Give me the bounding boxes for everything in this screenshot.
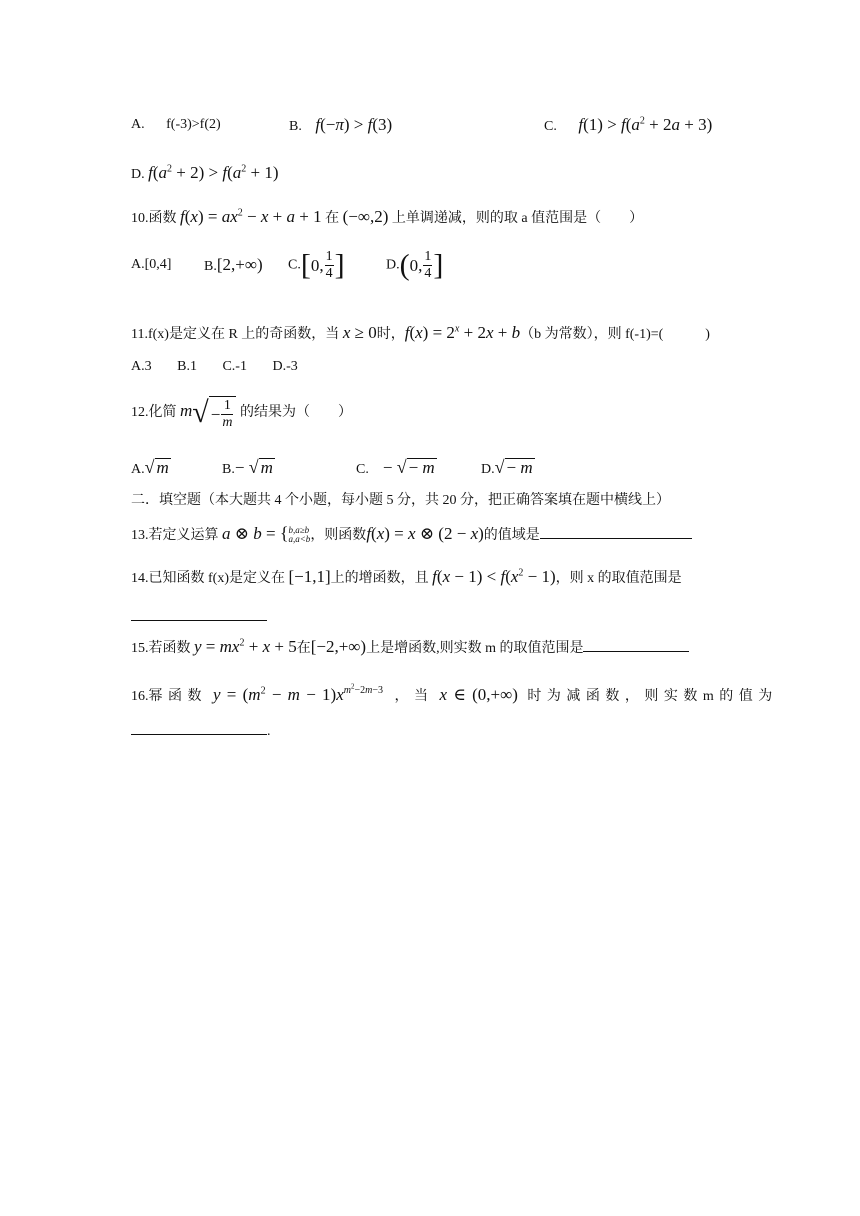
q13-suffix: 的值域是 [483, 528, 540, 543]
q12-option-c [356, 458, 437, 478]
question-14 [131, 568, 682, 586]
q13-prefix: 13.若定义运算 [131, 528, 219, 543]
q12-option-b-label: B. [222, 462, 235, 477]
q16-answer-line [131, 722, 271, 739]
q9-option-b-formula: f(−π) > f(3) [315, 115, 393, 134]
q16-condition: x ∈ (0,+∞) [439, 685, 518, 704]
q13-mid: ，则函数 [310, 528, 367, 543]
section-2-heading: 二．填空题（本大题共 4 个小题，每小题 5 分，共 20 分，把正确答案填在题中横线上） [131, 493, 670, 508]
q9-option-d [131, 164, 279, 182]
q10-suffix: 上单调递减，则的取 a 值范围是（ ） [391, 211, 644, 226]
q16-prefix: 16.幂 函 数 [131, 689, 202, 704]
q12-option-a-label: A. [131, 462, 145, 477]
q15-function-formula: $y = mx^2 + x + 5$ [194, 637, 297, 656]
q14-prefix: 14.已知函数 f(x)是定义在 [131, 571, 285, 586]
q12-option-a-formula: √ m [144, 457, 169, 477]
q9-option-c-formula: $f(1) > f(a^2 + 2a + 3)$ [578, 115, 713, 134]
q15-mid: 在 [296, 641, 311, 656]
q9-options-row [131, 118, 221, 132]
q16-end: . [267, 724, 271, 739]
q10-function-formula: $f(x) = ax^2 - x + a + 1$ [180, 207, 322, 226]
q9-option-c-label: C. [544, 119, 557, 134]
q13-answer-blank [540, 526, 692, 539]
q13-operation-formula: a ⊗ b = { b,a≥b a,a<b [222, 523, 311, 545]
q10-mid: 在 [325, 211, 340, 226]
question-12 [131, 396, 352, 430]
q10-option-d: D.(0, $\frac{1}{4}$ ] [386, 248, 444, 282]
q11-option-d: D.-3 [272, 359, 298, 374]
question-10 [131, 208, 643, 226]
q12-option-c-label: C. [356, 462, 369, 477]
q12-option-c-formula: − √ − m [382, 457, 435, 477]
q9-option-c [544, 116, 712, 134]
q15-prefix: 15.若函数 [131, 641, 191, 656]
q13-function-formula: f(x) = x ⊗ (2 − x) [366, 524, 484, 543]
q14-answer-blank [131, 608, 267, 621]
q12-option-b-formula: − √ m [234, 457, 273, 477]
q10-option-d-label: D. [386, 257, 400, 273]
q12-option-d [481, 458, 535, 478]
q10-option-b-formula: [2,+∞) [216, 255, 263, 274]
question-15 [131, 638, 689, 656]
q9-option-d-formula: $f(a^2 + 2) > f(a^2 + 1)$ [148, 163, 279, 182]
q9-option-b [289, 116, 392, 134]
q14-interval: [−1,1] [288, 567, 331, 586]
q12-expression: m√ − $\frac{1}{m}$ [180, 405, 236, 420]
q14-mid: 上的增函数，且 [330, 571, 429, 586]
q11-option-b: B.1 [177, 359, 197, 374]
q14-suffix: ，则 x 的取值范围是 [555, 571, 682, 586]
q16-mid: ， 当 [394, 689, 428, 704]
q10-prefix: 10.函数 [131, 211, 177, 226]
q10-interval: (−∞,2) [342, 207, 389, 226]
question-11 [131, 324, 710, 342]
q11-function-formula: $f(x) = 2^x + 2x + b$ [404, 323, 521, 342]
question-13 [131, 524, 692, 545]
q10-option-c: C.[0, $\frac{1}{4}$ ] [288, 248, 345, 282]
q10-option-b-label: B. [204, 259, 217, 274]
q12-options-row [131, 458, 171, 478]
q10-option-c-label: C. [288, 257, 301, 273]
q14-inequality: $f(x - 1) < f(x^2 - 1)$ [432, 567, 556, 586]
q16-answer-blank [131, 722, 267, 735]
q9-option-d-label: D. [131, 167, 145, 182]
q10-option-a: A.[0,4] [131, 257, 172, 272]
question-16 [131, 683, 773, 704]
q9-option-a-text: f(-3)>f(2) [166, 117, 221, 132]
q10-options-row [131, 258, 171, 272]
q10-option-b [204, 256, 263, 274]
q16-suffix: 时 为 减 函 数 ， 则 实 数 m 的 值 为 [527, 689, 773, 704]
q11-option-c: C.-1 [222, 359, 247, 374]
q11-mid: 时， [376, 327, 405, 342]
q16-function-formula: $y = (m^2 - m - 1)x^{m^2-2m-3}$ [213, 683, 383, 704]
q15-answer-blank [583, 639, 689, 652]
q11-prefix: 11.f(x)是定义在 R 上的奇函数，当 [131, 327, 340, 342]
q11-suffix: （b 为常数），则 f(-1)=( ) [520, 327, 710, 342]
q15-suffix: 上是增函数,则实数 m 的取值范围是 [366, 641, 584, 656]
q11-options-row [131, 360, 298, 374]
q15-interval: [−2,+∞) [310, 637, 367, 656]
q12-option-d-formula: √ − m [494, 457, 533, 477]
q12-option-d-label: D. [481, 462, 495, 477]
q11-option-a: A.3 [131, 359, 152, 374]
q12-option-b [222, 458, 275, 478]
q9-option-a-label: A. [131, 117, 145, 132]
q12-prefix: 12.化简 [131, 405, 177, 421]
q12-suffix: 的结果为（ ） [239, 405, 352, 421]
q9-option-b-label: B. [289, 119, 302, 134]
q11-condition: x ≥ 0 [342, 323, 377, 342]
